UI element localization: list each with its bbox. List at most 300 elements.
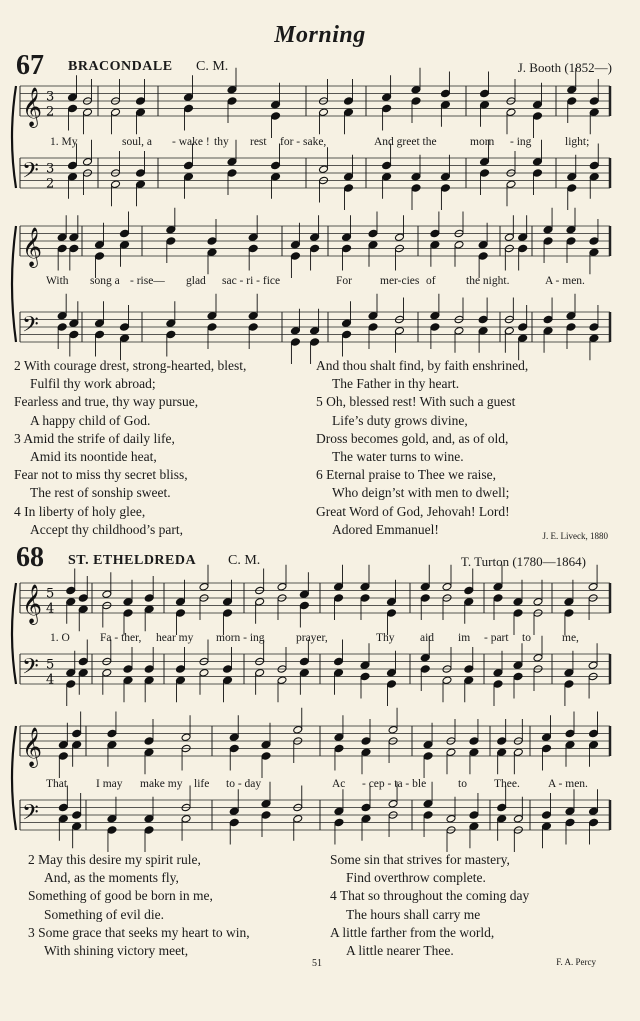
lyric-syllable: life [194, 778, 210, 790]
quarter-note [166, 319, 176, 328]
half-note [454, 326, 464, 335]
quarter-note [342, 233, 352, 242]
quarter-note [290, 240, 300, 249]
lyric-syllable: Ac [332, 778, 346, 790]
verse-line: The Father in thy heart. [332, 376, 460, 392]
quarter-note [166, 330, 176, 339]
quarter-note [261, 740, 271, 749]
quarter-note [227, 97, 237, 106]
quarter-note [175, 676, 185, 685]
quarter-note [518, 323, 528, 332]
quarter-note [229, 744, 239, 753]
quarter-note [183, 172, 193, 181]
hymn-68-text-credit: F. A. Percy [556, 957, 596, 967]
quarter-note [564, 609, 574, 618]
quarter-note [518, 233, 528, 242]
lyric-syllable: light; [565, 136, 590, 148]
quarter-note [334, 807, 344, 816]
half-note [454, 240, 464, 249]
half-note [293, 725, 303, 734]
half-note [319, 108, 329, 117]
quarter-note [543, 225, 553, 234]
quarter-note [227, 85, 237, 94]
time-signature: 2 [46, 104, 55, 120]
quarter-note [95, 252, 105, 261]
quarter-note [420, 653, 430, 662]
half-note [533, 653, 543, 662]
quarter-note [68, 104, 78, 113]
quarter-note [334, 668, 344, 677]
quarter-note [423, 799, 433, 808]
quarter-note [248, 244, 258, 253]
quarter-note [411, 85, 421, 94]
lyric-syllable: me, [562, 632, 579, 644]
bass-clef-icon: 𝄢 [22, 800, 39, 831]
quarter-note [382, 172, 392, 181]
quarter-note [382, 161, 392, 170]
hymn-68-lyrics-line-2 [0, 778, 640, 794]
quarter-note [227, 157, 237, 166]
quarter-note [567, 184, 577, 193]
quarter-note [543, 315, 553, 324]
half-note [319, 165, 329, 174]
verse-line: Great Word of God, Jehovah! Lord! [316, 503, 510, 519]
time-signature: 4 [46, 601, 55, 617]
quarter-note [420, 665, 430, 674]
quarter-note [107, 740, 117, 749]
quarter-note [430, 229, 440, 238]
lyric-syllable: to - day [226, 778, 262, 790]
half-note [442, 676, 452, 685]
quarter-note [123, 676, 133, 685]
quarter-note [78, 594, 88, 603]
lyric-syllable: make my [140, 778, 183, 790]
verse-line: A little farther from the world, [330, 924, 495, 940]
half-note [181, 733, 191, 742]
quarter-note [589, 97, 599, 106]
quarter-note [567, 85, 577, 94]
quarter-note [368, 240, 378, 249]
quarter-note [589, 807, 599, 816]
lyric-syllable: And greet the [374, 136, 437, 148]
quarter-note [386, 597, 396, 606]
quarter-note [532, 169, 542, 178]
lyric-syllable: 1. My [50, 136, 78, 148]
quarter-note [361, 748, 371, 757]
half-note [504, 326, 514, 335]
verse-line: 4 That so throughout the coming day [330, 888, 530, 904]
quarter-note [107, 729, 117, 738]
quarter-note [144, 748, 154, 757]
time-signature: 5 [46, 586, 55, 602]
half-note [442, 582, 452, 591]
lyric-syllable: to [522, 632, 531, 644]
lyric-syllable: the night. [466, 275, 510, 287]
quarter-note [564, 668, 574, 677]
quarter-note [68, 161, 78, 170]
verse-line: A happy child of God. [30, 412, 151, 428]
quarter-note [69, 330, 79, 339]
quarter-note [493, 668, 503, 677]
bass-clef-icon: 𝄢 [22, 654, 39, 685]
quarter-note [478, 252, 488, 261]
verse-line: And thou shalt find, by faith enshrined, [316, 358, 529, 373]
quarter-note [72, 822, 82, 831]
quarter-note [344, 172, 354, 181]
quarter-note [144, 665, 154, 674]
quarter-note [480, 100, 490, 109]
verse-line: Find overthrow complete. [346, 870, 486, 886]
quarter-note [420, 594, 430, 603]
hymn-67-composer: J. Booth (1852—) [517, 60, 612, 75]
quarter-note [290, 252, 300, 261]
quarter-note [423, 811, 433, 820]
quarter-note [120, 323, 130, 332]
quarter-note [565, 818, 575, 827]
half-note [102, 668, 112, 677]
half-note [446, 814, 456, 823]
quarter-note [541, 822, 551, 831]
quarter-note [261, 752, 271, 761]
quarter-note [290, 338, 300, 347]
quarter-note [78, 668, 88, 677]
lyric-syllable: I may [96, 778, 123, 790]
hymn-67-meter: C. M. [196, 59, 229, 74]
page-number: 51 [312, 958, 322, 969]
half-note [513, 748, 523, 757]
quarter-note [58, 814, 68, 823]
lyric-syllable: Fa - ther, [100, 632, 142, 644]
quarter-note [342, 330, 352, 339]
quarter-note [175, 665, 185, 674]
quarter-note [299, 590, 309, 599]
verse-line: Fearless and true, thy way pursue, [14, 394, 199, 410]
quarter-note [386, 680, 396, 689]
quarter-note [344, 97, 354, 106]
quarter-note [120, 240, 130, 249]
lyric-syllable: rest [250, 136, 267, 148]
lyric-syllable: A - men. [545, 275, 585, 287]
page-title: Morning [274, 22, 366, 48]
verse-line: Something of evil die. [44, 906, 164, 922]
verse-line: Who deign’st with men to dwell; [332, 485, 510, 501]
quarter-note [440, 172, 450, 181]
quarter-note [68, 172, 78, 181]
quarter-note [532, 112, 542, 121]
lyric-syllable: Thy [376, 632, 395, 644]
quarter-note [57, 244, 67, 253]
hymn-67-verses-right [316, 357, 528, 539]
lyric-syllable: song a [90, 275, 120, 287]
quarter-note [310, 244, 320, 253]
hymn-68-tune-name: ST. ETHELDREDA [68, 553, 197, 568]
quarter-note [541, 744, 551, 753]
lyric-syllable: of [426, 275, 436, 287]
quarter-note [248, 311, 258, 320]
half-note [199, 668, 209, 677]
quarter-note [120, 334, 130, 343]
half-note [181, 814, 191, 823]
time-signature: 2 [46, 176, 55, 192]
quarter-note [290, 326, 300, 335]
quarter-note [360, 661, 370, 670]
quarter-note [589, 108, 599, 117]
quarter-note [68, 93, 78, 102]
quarter-note [382, 104, 392, 113]
lyric-syllable: - rise— [130, 275, 165, 287]
lyric-syllable: morn - ing [216, 632, 265, 644]
quarter-note [123, 597, 133, 606]
bass-clef-icon: 𝄢 [22, 158, 39, 189]
lyric-syllable: Thee. [494, 778, 520, 790]
hymn-68-meter: C. M. [228, 553, 261, 568]
quarter-note [344, 108, 354, 117]
quarter-note [271, 161, 281, 170]
quarter-note [334, 744, 344, 753]
quarter-note [469, 737, 479, 746]
quarter-note [175, 609, 185, 618]
verse-line: The hours shall carry me [346, 906, 481, 922]
half-note [588, 582, 598, 591]
time-signature: 4 [46, 672, 55, 688]
quarter-note [183, 161, 193, 170]
quarter-note [567, 97, 577, 106]
quarter-note [310, 233, 320, 242]
lyric-syllable: That [46, 778, 68, 790]
quarter-note [497, 748, 507, 757]
quarter-note [223, 676, 233, 685]
quarter-note [493, 680, 503, 689]
quarter-note [386, 668, 396, 677]
quarter-note [589, 334, 599, 343]
quarter-note [95, 330, 105, 339]
quarter-note [361, 814, 371, 823]
quarter-note [543, 237, 553, 246]
hymn-68-composer: T. Turton (1780—1864) [460, 554, 586, 569]
quarter-note [57, 311, 67, 320]
lyric-syllable: sac - ri - fice [222, 275, 281, 287]
verse-line: 2 May this desire my spirit rule, [28, 852, 201, 867]
quarter-note [136, 108, 146, 117]
quarter-note [342, 244, 352, 253]
quarter-note [69, 319, 79, 328]
hymn-67-text-credit: J. E. Liveck, 1880 [542, 531, 608, 541]
hymn-67-lyrics-line-1 [0, 136, 640, 152]
hymn-67-verses-left [14, 357, 246, 539]
time-signature: 3 [46, 89, 55, 105]
bass-clef-icon: 𝄢 [22, 312, 39, 343]
half-note [111, 108, 121, 117]
quarter-note [589, 740, 599, 749]
quarter-note [136, 180, 146, 189]
half-note [277, 582, 287, 591]
quarter-note [261, 799, 271, 808]
treble-clef-icon: 𝄞 [22, 727, 43, 767]
lyric-syllable: im [458, 632, 471, 644]
quarter-note [493, 594, 503, 603]
half-note [83, 157, 93, 166]
verse-line: Life’s duty grows divine, [332, 412, 468, 428]
quarter-note [183, 104, 193, 113]
quarter-note [513, 609, 523, 618]
verse-line: 3 Some grace that seeks my heart to win, [28, 924, 250, 940]
verse-line: With shining victory meet, [44, 943, 189, 959]
quarter-note [360, 594, 370, 603]
half-note [111, 180, 121, 189]
lyric-syllable: - part [484, 632, 509, 644]
quarter-note [430, 323, 440, 332]
quarter-note [223, 609, 233, 618]
quarter-note [207, 311, 217, 320]
quarter-note [565, 740, 575, 749]
lyric-syllable: aid [420, 632, 435, 644]
quarter-note [261, 811, 271, 820]
quarter-note [123, 665, 133, 674]
verse-line: A little nearer Thee. [346, 943, 454, 959]
quarter-note [420, 582, 430, 591]
half-note [293, 814, 303, 823]
quarter-note [497, 737, 507, 746]
quarter-note [207, 323, 217, 332]
quarter-note [175, 597, 185, 606]
quarter-note [144, 594, 154, 603]
half-note [277, 676, 287, 685]
quarter-note [564, 680, 574, 689]
quarter-note [478, 240, 488, 249]
quarter-note [518, 244, 528, 253]
quarter-note [271, 100, 281, 109]
time-signature: 5 [46, 657, 55, 673]
quarter-note [58, 740, 68, 749]
quarter-note [229, 733, 239, 742]
quarter-note [567, 172, 577, 181]
quarter-note [480, 89, 490, 98]
quarter-note [66, 680, 76, 689]
quarter-note [464, 597, 474, 606]
quarter-note [310, 326, 320, 335]
half-note [102, 590, 112, 599]
quarter-note [565, 807, 575, 816]
quarter-note [66, 586, 76, 595]
half-note [533, 597, 543, 606]
verse-line: Some sin that strives for mastery, [330, 852, 510, 867]
quarter-note [440, 184, 450, 193]
verse-line: 3 Amid the strife of daily life, [14, 430, 175, 446]
quarter-note [566, 311, 576, 320]
quarter-note [334, 733, 344, 742]
quarter-note [166, 225, 176, 234]
hymn-67-lyrics-line-2 [0, 275, 640, 291]
quarter-note [566, 225, 576, 234]
quarter-note [183, 93, 193, 102]
time-signature: 3 [46, 161, 55, 177]
half-note [255, 668, 265, 677]
quarter-note [368, 323, 378, 332]
quarter-note [229, 807, 239, 816]
half-note [513, 814, 523, 823]
half-note [588, 661, 598, 670]
lyric-syllable: mer-cies [380, 275, 420, 287]
half-note [446, 748, 456, 757]
quarter-note [368, 229, 378, 238]
quarter-note [411, 172, 421, 181]
quarter-note [66, 597, 76, 606]
quarter-note [57, 233, 67, 242]
quarter-note [430, 240, 440, 249]
quarter-note [361, 737, 371, 746]
quarter-note [497, 814, 507, 823]
quarter-note [78, 605, 88, 614]
half-note [255, 597, 265, 606]
quarter-note [589, 323, 599, 332]
quarter-note [430, 311, 440, 320]
quarter-note [78, 657, 88, 666]
quarter-note [120, 229, 130, 238]
quarter-note [518, 334, 528, 343]
quarter-note [382, 93, 392, 102]
quarter-note [344, 184, 354, 193]
lyric-syllable: For [336, 275, 352, 287]
quarter-note [166, 237, 176, 246]
quarter-note [440, 89, 450, 98]
quarter-note [144, 826, 154, 835]
hymn-68-number: 68 [16, 542, 44, 573]
quarter-note [223, 597, 233, 606]
quarter-note [480, 169, 490, 178]
quarter-note [144, 814, 154, 823]
hymn-67-number: 67 [16, 50, 44, 81]
quarter-note [144, 737, 154, 746]
quarter-note [95, 319, 105, 328]
lyric-syllable: - ing [510, 136, 532, 148]
quarter-note [565, 729, 575, 738]
quarter-note [469, 811, 479, 820]
lyric-syllable: thy [214, 136, 229, 148]
quarter-note [334, 657, 344, 666]
lyric-syllable: - wake ! [172, 136, 210, 148]
quarter-note [271, 172, 281, 181]
lyric-syllable: prayer, [296, 632, 328, 644]
hymn-67-tune-name: BRACONDALE [68, 59, 173, 74]
quarter-note [464, 665, 474, 674]
quarter-note [58, 752, 68, 761]
half-note [394, 233, 404, 242]
quarter-note [541, 733, 551, 742]
quarter-note [136, 97, 146, 106]
half-note [504, 233, 514, 242]
quarter-note [478, 315, 488, 324]
verse-line: And, as the moments fly, [44, 870, 179, 886]
lyric-syllable: 1. O [50, 632, 70, 644]
half-note [388, 725, 398, 734]
quarter-note [310, 338, 320, 347]
lyric-syllable: soul, a [122, 136, 153, 148]
quarter-note [564, 597, 574, 606]
verse-line: Fear not to miss thy secret bliss, [14, 467, 188, 483]
quarter-note [334, 582, 344, 591]
lyric-syllable: to [458, 778, 467, 790]
quarter-note [469, 748, 479, 757]
verse-line: Amid its noontide heat, [30, 449, 157, 465]
quarter-note [411, 97, 421, 106]
quarter-note [107, 826, 117, 835]
lyric-syllable: for - sake, [280, 136, 327, 148]
treble-clef-icon: 𝄞 [22, 87, 43, 127]
quarter-note [72, 811, 82, 820]
lyric-syllable: hear my [156, 632, 194, 644]
verse-line: Dross becomes gold, and, as of old, [316, 430, 509, 446]
quarter-note [229, 818, 239, 827]
